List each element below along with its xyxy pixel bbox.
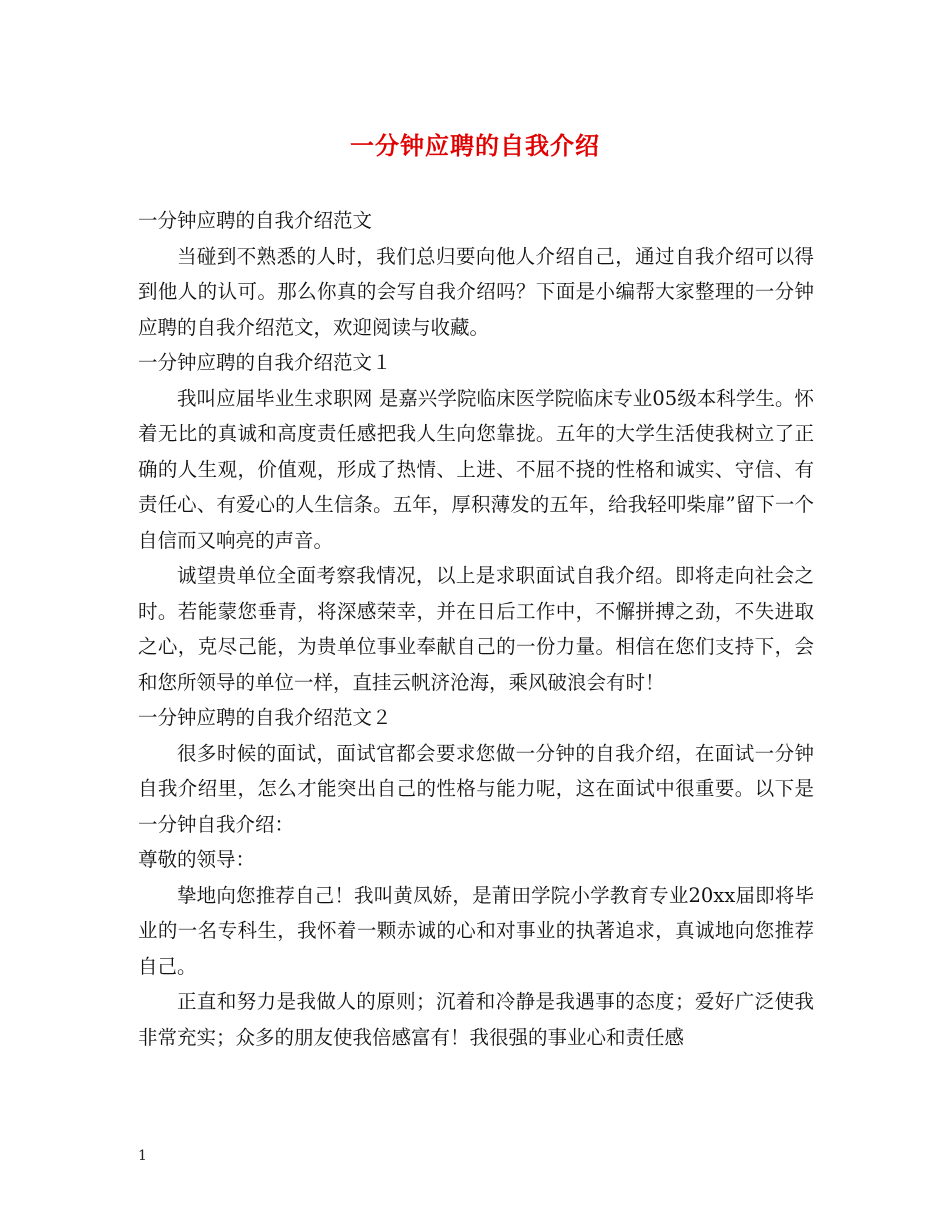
section-heading: 一分钟应聘的自我介绍范文２ — [138, 706, 392, 729]
body-paragraph: 很多时候的面试，面试官都会要求您做一分钟的自我介绍，在面试一分钟自我介绍里，怎么才能突出自己的性格与能力呢，这在面试中很重要。以下是一分钟自我介绍： — [138, 741, 814, 836]
section-heading: 一分钟应聘的自我介绍范文 — [138, 209, 373, 232]
page-number: 1 — [138, 1148, 147, 1164]
body-paragraph: 挚地向您推荐自己！我叫黄凤娇，是莆田学院小学教育专业20xx届即将毕业的一名专科生，我怀着一颗赤诚的心和对事业的执著追求，真诚地向您推荐自己。 — [138, 883, 814, 978]
body-paragraph: 诚望贵单位全面考察我情况，以上是求职面试自我介绍。即将走向社会之时。若能蒙您垂青，将深感荣幸，并在日后工作中，不懈拼搏之劲，不失进取之心，克尽己能，为贵单位事业奉献自己的一份力量。相信在您们支持下，会和您所领导的单位一样，直挂云帆济沧海，乘风破浪会有时！ — [138, 564, 814, 694]
document-body — [138, 203, 814, 1055]
body-paragraph: 当碰到不熟悉的人时，我们总归要向他人介绍自己，通过自我介绍可以得到他人的认可。那么你真的会写自我介绍吗？下面是小编帮大家整理的一分钟应聘的自我介绍范文，欢迎阅读与收藏。 — [138, 244, 814, 339]
body-paragraph: 正直和努力是我做人的原则；沉着和冷静是我遇事的态度；爱好广泛使我非常充实；众多的朋友使我倍感富有！我很强的事业心和责任感 — [138, 990, 814, 1049]
body-paragraph: 我叫应届毕业生求职网 是嘉兴学院临床医学院临床专业05级本科学生。怀着无比的真诚和高度责任感把我人生向您靠拢。五年的大学生活使我树立了正确的人生观，价值观，形成了热情、上进、不屈不挠的性格和诚实、守信、有责任心、有爱心的人生信条。五年，厚积薄发的五年，给我轻叩柴扉”留下一个自信而又响亮的声音。 — [138, 386, 814, 552]
section-heading: 一分钟应聘的自我介绍范文１ — [138, 351, 392, 374]
salutation: 尊敬的领导： — [138, 848, 256, 871]
document-title: 一分钟应聘的自我介绍 — [350, 132, 600, 160]
